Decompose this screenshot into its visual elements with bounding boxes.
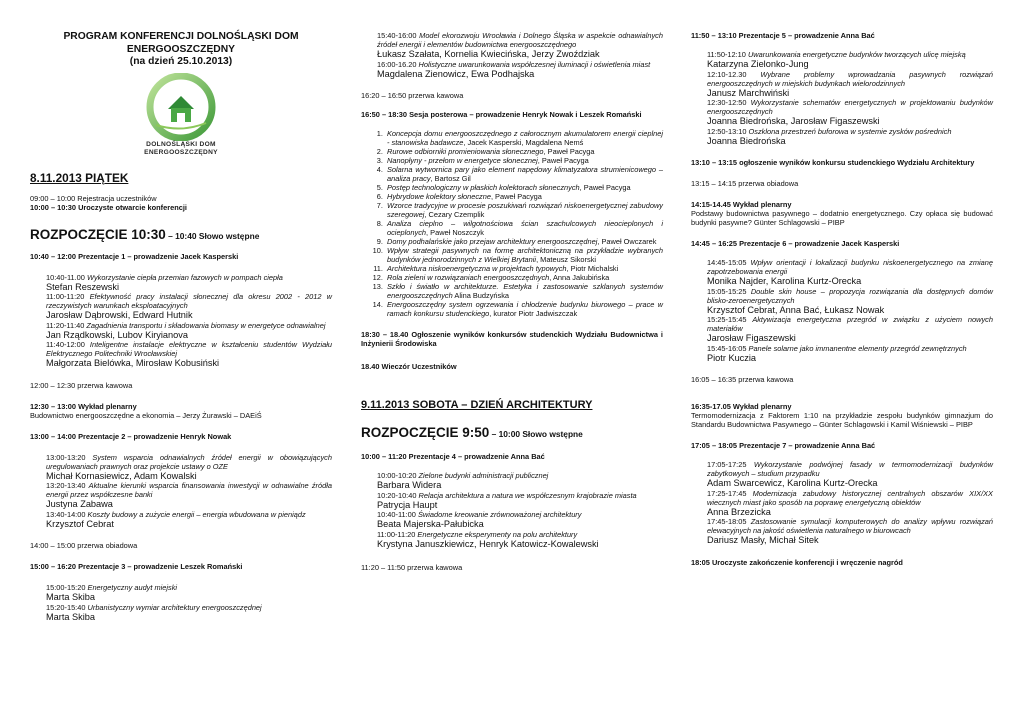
talk-item: 11:00-11:20 Energetyczne eksperymenty na polu architektury Krystyna Januszkiewicz, Henryk Katowicz-Kowalewski <box>377 529 599 549</box>
coffee-break: 12:00 – 12:30 przerwa kawowa <box>30 380 133 390</box>
coffee-break: 16:20 – 16:50 przerwa kawowa <box>361 91 464 100</box>
competition-results: 18:30 – 18.40 Ogłoszenie wyników konkursów studenckich Wydziału Budownictwa i Inżynierii Środowiska <box>361 330 663 348</box>
plenary-heading: 16:35-17.05 Wykład plenarny <box>691 402 792 411</box>
talk-item: 11:00-11:20 Efektywność pracy instalacji słonecznej dla okresu 2002 - 2012 w rzeczywistych warunkach eksploatacyjnych Jarosław Dąbrowski, Edward Hutnik <box>46 292 332 320</box>
opening: 10:00 – 10:30 Uroczyste otwarcie konferencji <box>30 202 187 212</box>
student-awards: 13:10 – 13:15 ogłoszenie wyników konkursu studenckiego Wydziału Architektury <box>691 158 975 167</box>
talk-item: 17:05-17:25 Wykorzystanie podwójnej fasady w termomodernizacji budynków zabytkowych – studium przypadku Adam Swarcewicz, Karolina Kurtz-Orecka <box>707 460 993 488</box>
poster-item: 6. Hybrydowe kolektory słoneczne, Paweł Pacyga <box>385 192 663 201</box>
talk-item: 10:40-11:00 Świadome kreowanie zrównoważonej architektury Beata Majerska-Pałubicka <box>377 510 582 529</box>
talk-item: 10:00-10:20 Zielone budynki administracji publicznej Barbara Widera <box>377 471 549 490</box>
talk-item: 16:00-16.20 Holistyczne uwarunkowania współczesnej iluminacji i oświetlenia miast Magdalena Zienowicz, Ewa Podhajska <box>377 59 651 79</box>
session-6-heading: 14:45 – 16:25 Prezentacje 6 – prowadzenie Jacek Kasperski <box>691 239 900 248</box>
program-title: PROGRAM KONFERENCJI DOLNOŚLĄSKI DOM ENERGOOSZCZĘDNY (na dzień 25.10.2013) <box>63 31 299 67</box>
poster-item: 2. Rurowe odbiorniki promieniowania słonecznego, Paweł Pacyga <box>385 147 663 156</box>
poster-item: 14. Energooszczędny system ogrzewania i chłodzenie budynku biurowego – prace w ramach konkursu studenckiego, kurator Piotr Jadwiszczak <box>385 300 663 318</box>
poster-item: 5. Postęp technologiczny w płaskich kolektorach słonecznych, Paweł Pacyga <box>385 183 663 192</box>
start-heading: ROZPOCZĘCIE 10:30 – 10:40 Słowo wstępne <box>30 226 260 242</box>
session-3-talks <box>30 583 332 622</box>
plenary-description: Termomodernizacja z Faktorem 1:10 na przykładzie zespołu budynków gimnazjum do Standardu Budownictwa Pasywnego – Günter Schlagowski i Kamil Wiśniewski – PIBP <box>691 411 993 429</box>
plenary-heading: 12:30 – 13:00 Wykład plenarny <box>30 401 137 411</box>
poster-item: 8. Analiza cieplno – wilgotnościowa ścian szachulcowych nieocieplonych i ocieplonych, Paweł Noszczyk <box>385 219 663 237</box>
coffee-break: 11:20 – 11:50 przerwa kawowa <box>361 563 463 572</box>
poster-item: 1. Koncepcja domu energooszczędnego z całorocznym akumulatorem energii cieplnej - stanowiska badawcze, Jacek Kasperski, Magdalena Nemś <box>385 129 663 147</box>
session-4-talks <box>361 471 663 549</box>
poster-item: 10. Wpływ strategii pasywnych na formę architektoniczną na przykładzie wybranych budynków jednorodzinnych z Wielkiej Brytanii, Mateusz Sikorski <box>385 246 663 264</box>
column-3 <box>691 0 993 724</box>
plenary-description: Budownictwo energooszczędne a ekonomia – Jerzy Żurawski – DAEiŚ <box>30 410 262 420</box>
talk-item: 14:45-15:05 Wpływ orientacji i lokalizacji budynku niskoenergetycznego na zmianę zapotrzebowania energii Monika Najder, Karolina Kurtz-Orecka <box>707 258 993 286</box>
poster-item: 11. Architektura niskoenergetyczna w projektach typowych, Piotr Michalski <box>385 264 663 273</box>
session-5-heading: 11:50 – 13:10 Prezentacje 5 – prowadzenie Anna Bać <box>691 31 875 40</box>
talk-item: 13:00-13:20 System wsparcia odnawialnych źródeł energii w obowiązujących uregulowaniach prawnych oraz projekcie ustawy o OZE Michał Kornasiewicz, Adam Kowalski <box>46 452 332 481</box>
talk-item: 10:20-10:40 Relacja architektura a natura we współczesnym krajobrazie miasta Patrycja Haupt <box>377 490 637 510</box>
talk-item: 13:40-14:00 Koszty budowy a zużycie energii – energia wbudowana w pieniądz Krzysztof Cebrat <box>46 509 306 529</box>
session-7-talks <box>691 460 993 546</box>
session-3-talks-continued <box>361 31 663 79</box>
poster-list <box>361 129 663 318</box>
session-5-talks <box>691 50 993 146</box>
talk-item: 11:50-12:10 Uwarunkowania energetyczne budynków tworzących ulicę miejską Katarzyna Zielonko-Jung <box>707 50 966 69</box>
session-1-heading: 10:40 – 12:00 Prezentacje 1 – prowadzenie Jacek Kasperski <box>30 251 239 261</box>
day-heading: 8.11.2013 PIĄTEK <box>30 170 129 185</box>
poster-session-heading: 16:50 – 18:30 Sesja posterowa – prowadzenie Henryk Nowak i Leszek Romański <box>361 110 642 119</box>
session-4-heading: 10:00 – 11:20 Prezentacje 4 – prowadzenie Anna Bać <box>361 452 545 461</box>
lunch-break: 14:00 – 15:00 przerwa obiadowa <box>30 541 138 550</box>
coffee-break: 16:05 – 16:35 przerwa kawowa <box>691 375 794 384</box>
talk-item: 17:25-17:45 Modernizacja zabudowy historycznej centralnych obszarów XIX/XX wiecznych miast jako sposób na poprawę energetyczną obiektów Anna Brzezicka <box>707 488 993 517</box>
day-2-heading: 9.11.2013 SOBOTA – DZIEŃ ARCHITEKTURY <box>361 399 593 411</box>
talk-item: 10:40-11.00 Wykorzystanie ciepła przemian fazowych w pompach ciepła Stefan Reszewski <box>46 272 283 292</box>
start-heading: ROZPOCZĘCIE 9:50 – 10:00 Słowo wstępne <box>361 425 583 440</box>
talk-item: 15:45-16:05 Panele solarne jako immanentne elementy przegród zewnętrznych Piotr Kuczia <box>707 343 967 363</box>
talk-item: 13:20-13:40 Aktualne kierunki wsparcia finansowania inwestycji w odnawialne źródła energii przez współczesne banki Justyna Zabawa <box>46 481 332 509</box>
talk-item: 15:20-15:40 Urbanistyczny wymiar architektury energooszczędnej Marta Skiba <box>46 602 262 622</box>
poster-item: 12. Rola zieleni w rozwiązaniach energooszczędnych, Anna Jakubińska <box>385 273 663 282</box>
session-7-heading: 17:05 – 18:05 Prezentacje 7 – prowadzenie Anna Bać <box>691 441 876 450</box>
session-6-talks <box>691 258 993 363</box>
talk-item: 15:05-15:25 Double skin house – propozycja rozwiązania dla dostępnych domów blisko-zeroenergetycznych Krzysztof Cebrat, Anna Bać, Łukasz Nowak <box>707 286 993 315</box>
column-1 <box>30 0 332 724</box>
closing-ceremony: 18:05 Uroczyste zakończenie konferencji i wręczenie nagród <box>691 557 903 567</box>
poster-item: 13. Szkło i światło w architekturze. Estetyka i zastosowanie szklanych systemów energooszczędnych Alina Budzyńska <box>385 282 663 300</box>
poster-item: 7. Wzorce tradycyjne w procesie poszukiwań rozwiązań niskoenergetycznej zabudowy szeregowej, Cezary Czemplik <box>385 201 663 219</box>
session-3-heading: 15:00 – 16:20 Prezentacje 3 – prowadzenie Leszek Romański <box>30 562 243 571</box>
session-1-talks <box>30 273 332 369</box>
talk-item: 12:50-13:10 Oszklona przestrzeń buforowa w systemie zysków pośrednich Joanna Biedrońska <box>707 126 952 146</box>
talk-item: 11:20-11:40 Zagadnienia transportu i składowania biomasy w energetyce odnawialnej Jan Rządkowski, Lubov Kiryianova <box>46 320 326 340</box>
talk-item: 17:45-18:05 Zastosowanie symulacji komputerowych do analizy wpływu rozwiązań elewacyjnych na jakość oświetlenia naturalnego w biurowcach Dariusz Masły, Michał Sitek <box>707 517 993 545</box>
talk-item: 15:25-15:45 Aktywizacja energetyczna przegród w związku z użyciem nowych materiałów Jarosław Figaszewski <box>707 315 993 343</box>
poster-item: 3. Nanopłyny - przełom w energetyce słonecznej, Paweł Pacyga <box>385 156 663 165</box>
talk-item: 12:10-12.30 Wybrane problemy wprowadzania pasywnych rozwiązań energooszczędnych w miejskich budynkach wielorodzinnych Janusz Marchwiński <box>707 69 993 98</box>
poster-item: 9. Domy podhalańskie jako przejaw architektury energooszczędnej, Paweł Owczarek <box>385 237 663 246</box>
registration: 09:00 – 10:00 Rejestracja uczestników <box>30 193 157 203</box>
evening-event: 18.40 Wieczór Uczestników <box>361 362 457 371</box>
session-2-heading: 13:00 – 14:00 Prezentacje 2 – prowadzenie Henryk Nowak <box>30 431 232 441</box>
talk-item: 15:00-15:20 Energetyczny audyt miejski Marta Skiba <box>46 583 178 602</box>
lunch-break: 13:15 – 14:15 przerwa obiadowa <box>691 179 799 188</box>
talk-item: 12:30-12:50 Wykorzystanie schematów energetycznych w projektowaniu budynków energooszczędnych Joanna Biedrońska, Jarosław Figaszewski <box>707 98 993 126</box>
plenary-heading: 14:15-14.45 Wykład plenarny <box>691 200 792 209</box>
talk-item: 15:40-16:00 Model ekorozwoju Wrocławia i Dolnego Śląska w aspekcie odnawialnych źródeł energii i elementów budownictwa energooszczędnego Łukasz Szałata, Kornelia Kwiecińska, Jerzy Zwoździak <box>377 31 663 59</box>
session-2-talks <box>30 453 332 530</box>
house-logo-icon <box>142 73 220 141</box>
poster-item: 4. Solarna wytwornica pary jako element napędowy klimatyzatora strumienicowego – analiza pracy, Bartosz Gil <box>385 165 663 183</box>
logo-wordmark: DOLNOŚLĄSKI DOM ENERGOOSZCZĘDNY <box>144 140 218 156</box>
talk-item: 11:40-12:00 Inteligentne instalacje elektryczne w kształceniu studentów Wydziału Elektrycznego Politechniki Wrocławskiej Małgorzata Bielówka, Mirosław Kobusiński <box>46 340 332 368</box>
column-2 <box>361 0 663 724</box>
plenary-description: Podstawy budownictwa pasywnego – dodatnio energetycznego. Czy opłaca się budować budynki pasywne? Günter Schlagowski – PIBP <box>691 209 993 227</box>
